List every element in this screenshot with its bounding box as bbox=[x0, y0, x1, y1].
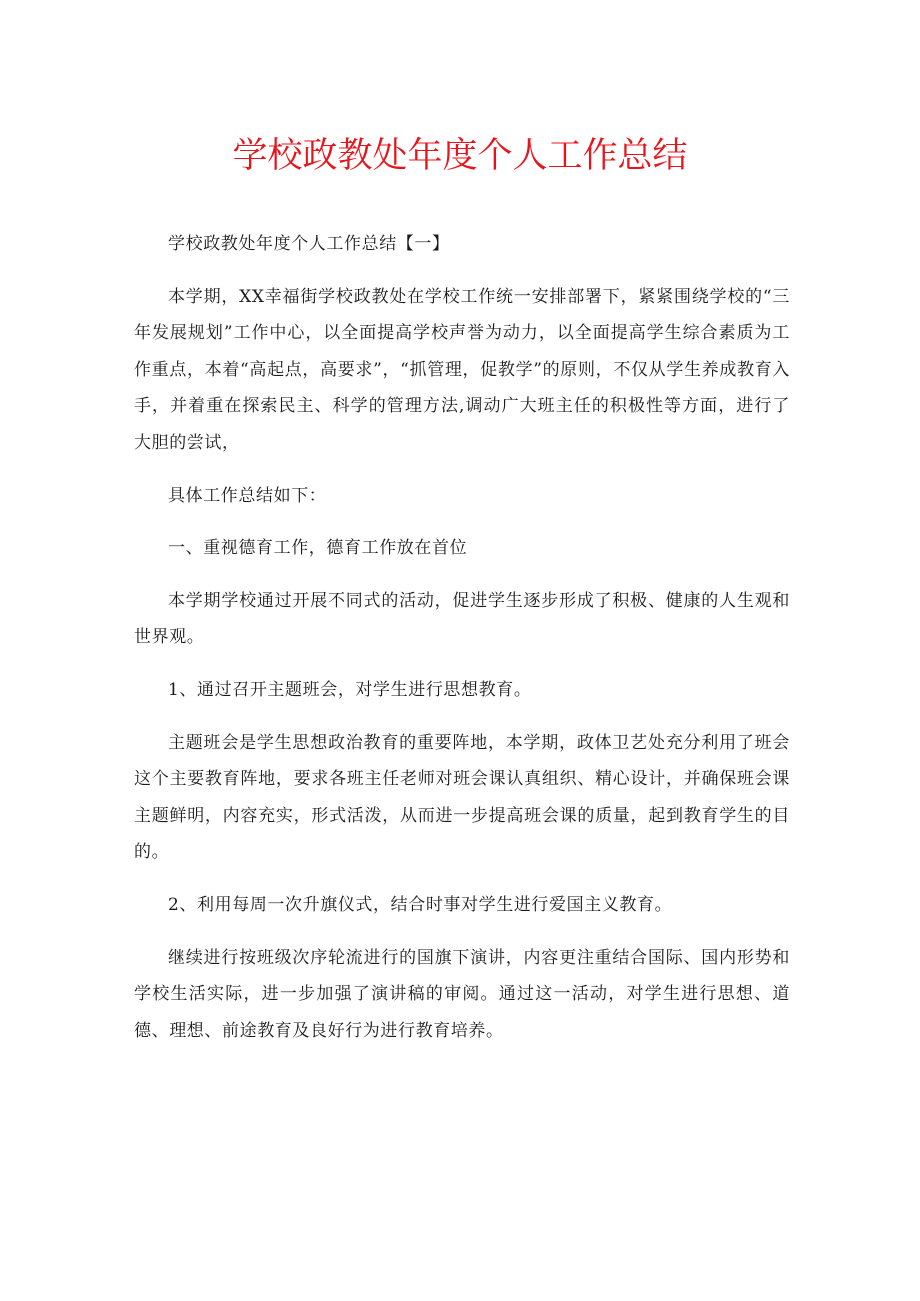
section-heading: 学校政教处年度个人工作总结【一】 bbox=[168, 234, 450, 254]
item-1-paragraph: 主题班会是学生思想政治教育的重要阵地，本学期，政体卫艺处充分利用了班会这个主要教育阵地，要求各班主任老师对班会课认真组织、精心设计，并确保班会课主题鲜明，内容充实，形式活泼，从而进一步提高班会课的质量，起到教育学生的目的。 bbox=[134, 732, 790, 863]
moral-education-paragraph: 本学期学校通过开展不同式的活动，促进学生逐步形成了积极、健康的人生观和世界观。 bbox=[134, 590, 790, 648]
intro-paragraph: 本学期，XX幸福街学校政教处在学校工作统一安排部署下，紧紧围绕学校的“三年发展规划”工作中心，以全面提高学校声誉为动力，以全面提高学生综合素质为工作重点，本着“高起点，高要求”，“抓管理，促教学”的原则，不仅从学生养成教育入手，并着重在探索民主、科学的管理方法,调动广大班主任的积极性等方面，进行了大胆的尝试， bbox=[134, 286, 790, 453]
document-body bbox=[134, 226, 790, 1065]
document-title: 学校政教处年度个人工作总结 bbox=[232, 136, 688, 176]
item-2-heading: 2、利用每周一次升旗仪式，结合时事对学生进行爱国主义教育。 bbox=[168, 894, 673, 915]
heading-moral-education: 一、重视德育工作，德育工作放在首位 bbox=[168, 538, 468, 559]
summary-lead: 具体工作总结如下： bbox=[168, 485, 327, 506]
item-2-paragraph: 继续进行按班级次序轮流进行的国旗下演讲，内容更注重结合国际、国内形势和学校生活实际，进一步加强了演讲稿的审阅。通过这一活动，对学生进行思想、道德、理想、前途教育及良好行为进行教育培养。 bbox=[134, 947, 790, 1041]
item-1-heading: 1、通过召开主题班会，对学生进行思想教育。 bbox=[168, 679, 532, 700]
